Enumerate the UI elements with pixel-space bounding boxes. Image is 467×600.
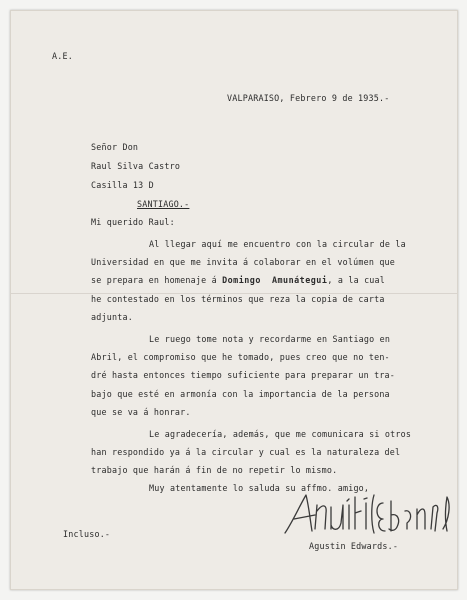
paragraph-2-line: que se va á honrar. bbox=[91, 407, 191, 417]
closing: Muy atentamente lo saluda su affmo. amigo, bbox=[149, 483, 370, 493]
paragraph-3-line: trabajo que harán á fin de no repetir lo mismo. bbox=[91, 465, 338, 475]
signature-name: Agustin Edwards.- bbox=[309, 541, 399, 551]
paragraph-2-line: dré hasta entonces tiempo suficiente para preparar un tra- bbox=[91, 370, 396, 380]
paragraph-1-line: he contestado en los términos que reza la copia de carta bbox=[91, 294, 385, 304]
recipient-city: SANTIAGO.- bbox=[137, 199, 190, 209]
recipient-address: Casilla 13 D bbox=[91, 180, 154, 190]
honoree-name: Domingo Amunátegui bbox=[222, 275, 328, 285]
paragraph-2-line: Abril, el compromiso que he tomado, pues creo que no ten- bbox=[91, 352, 390, 362]
handwritten-signature bbox=[279, 489, 457, 537]
place-date: VALPARAISO, Febrero 9 de 1935.- bbox=[227, 93, 390, 103]
paragraph-1-line: Al llegar aquí me encuentro con la circular de la bbox=[149, 239, 406, 249]
paragraph-1-line: Universidad en que me invita á colaborar en el volúmen que bbox=[91, 257, 396, 267]
greeting: Mi querido Raul: bbox=[91, 217, 175, 227]
sender-initials: A.E. bbox=[52, 51, 73, 61]
recipient-name: Raul Silva Castro bbox=[91, 161, 181, 171]
paragraph-2-line: bajo que esté en armonía con la importancia de la persona bbox=[91, 389, 390, 399]
paragraph-1-line: adjunta. bbox=[91, 312, 133, 322]
paragraph-1-text: , a la cual bbox=[327, 275, 386, 285]
recipient-salutation: Señor Don bbox=[91, 142, 139, 152]
letter-page bbox=[10, 10, 458, 590]
paragraph-1-text: se prepara en homenaje á bbox=[91, 275, 217, 285]
paragraph-1-line bbox=[91, 275, 385, 285]
paragraph-3-line: han respondido ya á la circular y cual es la naturaleza del bbox=[91, 447, 401, 457]
paragraph-3-line: Le agradecería, además, que me comunicara si otros bbox=[149, 429, 412, 439]
enclosure-note: Incluso.- bbox=[63, 529, 111, 539]
paragraph-2-line: Le ruego tome nota y recordarme en Santiago en bbox=[149, 334, 391, 344]
